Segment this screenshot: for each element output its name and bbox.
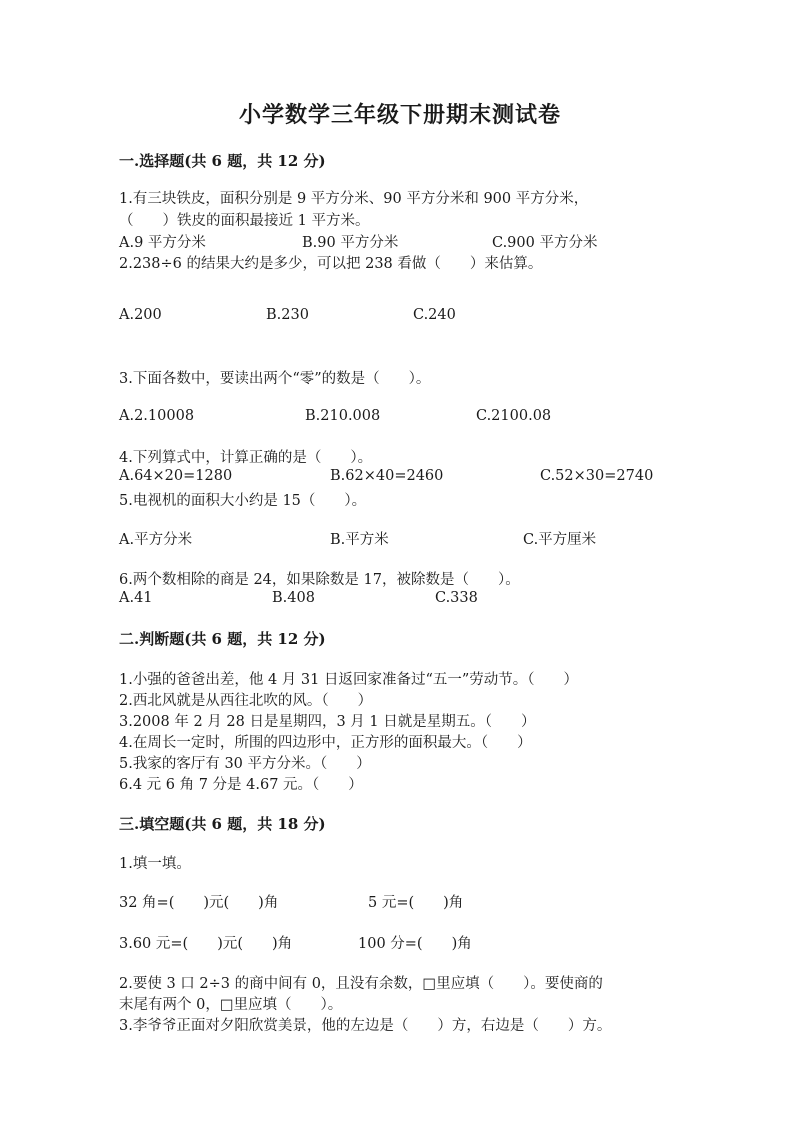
section-heading-judge: 二.判断题(共 6 题，共 12 分) (119, 630, 326, 648)
question-text: 2.要使 3 口 2÷3 的商中间有 0，且没有余数，□里应填（ ）。要使商的 (119, 976, 603, 992)
option-c: C.52×30=2740 (540, 468, 654, 484)
judge-item: 6.4 元 6 角 7 分是 4.67 元。（ ） (119, 777, 363, 793)
option-c: C.900 平方分米 (492, 235, 598, 251)
judge-item: 5.我家的客厅有 30 平方分米。（ ） (119, 756, 371, 772)
question-text: 3.李爷爷正面对夕阳欣赏美景，他的左边是（ ）方，右边是（ ）方。 (119, 1018, 612, 1034)
option-b: B.平方米 (330, 532, 389, 548)
question-text: 4.下列算式中，计算正确的是（ ）。 (119, 450, 373, 466)
option-b: B.230 (266, 307, 309, 323)
option-a: A.平方分米 (119, 532, 193, 548)
question-text: 3.下面各数中，要读出两个“零”的数是（ ）。 (119, 371, 431, 387)
question-text: 1.有三块铁皮，面积分别是 9 平方分米、90 平方分米和 900 平方分米， (119, 191, 589, 207)
option-a: A.2.10008 (119, 408, 195, 424)
question-text: （ ）铁皮的面积最接近 1 平方米。 (119, 213, 370, 229)
judge-item: 3.2008 年 2 月 28 日是星期四，3 月 1 日就是星期五。（ ） (119, 714, 536, 730)
judge-item: 4.在周长一定时，所围的四边形中，正方形的面积最大。（ ） (119, 735, 532, 751)
question-text: 末尾有两个 0，□里应填（ ）。 (119, 997, 343, 1013)
question-text: 2.238÷6 的结果大约是多少，可以把 238 看做（ ）来估算。 (119, 256, 543, 272)
fill-blank: 100 分=( )角 (358, 936, 472, 952)
fill-blank: 3.60 元=( )元( )角 (119, 936, 293, 952)
fill-blank: 32 角=( )元( )角 (119, 895, 279, 911)
option-c: C.平方厘米 (523, 532, 597, 548)
page-title: 小学数学三年级下册期末测试卷 (238, 102, 561, 128)
option-a: A.41 (119, 590, 153, 606)
question-text: 6.两个数相除的商是 24，如果除数是 17，被除数是（ ）。 (119, 572, 520, 588)
question-text: 1.填一填。 (119, 856, 191, 872)
option-a: A.64×20=1280 (119, 468, 233, 484)
judge-item: 2.西北风就是从西往北吹的风。（ ） (119, 693, 373, 709)
option-b: B.62×40=2460 (330, 468, 444, 484)
option-a: A.200 (119, 307, 162, 323)
option-b: B.210.008 (305, 408, 381, 424)
fill-blank: 5 元=( )角 (368, 895, 464, 911)
option-a: A.9 平方分米 (119, 235, 206, 251)
question-text: 5.电视机的面积大小约是 15（ ）。 (119, 493, 367, 509)
option-c: C.240 (413, 307, 456, 323)
option-c: C.2100.08 (476, 408, 552, 424)
option-c: C.338 (435, 590, 478, 606)
section-heading-choice: 一.选择题(共 6 题，共 12 分) (119, 152, 326, 170)
option-b: B.90 平方分米 (302, 235, 399, 251)
section-heading-fill: 三.填空题(共 6 题，共 18 分) (119, 815, 326, 833)
option-b: B.408 (272, 590, 315, 606)
judge-item: 1.小强的爸爸出差，他 4 月 31 日返回家准备过“五一”劳动节。（ ） (119, 672, 579, 688)
